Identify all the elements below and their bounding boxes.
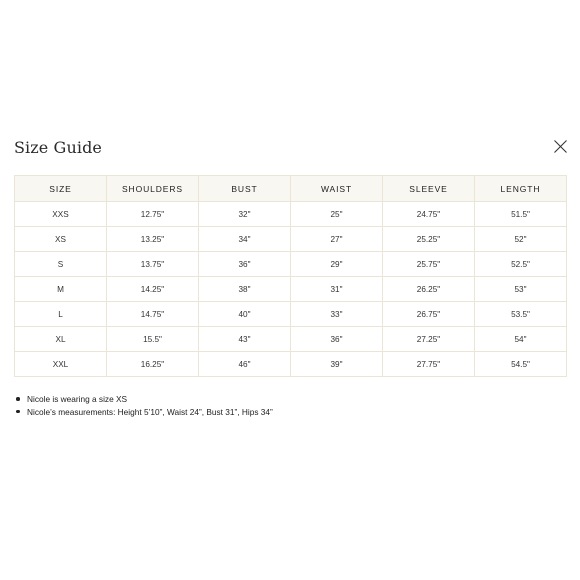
- close-icon-graphic: [554, 140, 567, 153]
- header-size: SIZE: [15, 176, 107, 202]
- cell-size: S: [15, 252, 107, 277]
- header-length: LENGTH: [475, 176, 567, 202]
- list-item: [14, 393, 273, 406]
- cell-waist: 27": [291, 227, 383, 252]
- bullet-icon: [16, 410, 20, 414]
- cell-waist: 25": [291, 202, 383, 227]
- cell-length: 54": [475, 327, 567, 352]
- cell-bust: 38": [199, 277, 291, 302]
- cell-shoulders: 16.25": [107, 352, 199, 377]
- close-icon[interactable]: [554, 140, 567, 153]
- table-row: [15, 352, 567, 377]
- table-row: [15, 227, 567, 252]
- cell-bust: 34": [199, 227, 291, 252]
- cell-shoulders: 14.75": [107, 302, 199, 327]
- table-row: [15, 252, 567, 277]
- cell-size: XXL: [15, 352, 107, 377]
- cell-sleeve: 25.25": [383, 227, 475, 252]
- cell-waist: 31": [291, 277, 383, 302]
- note-text: Nicole’s measurements: Height 5’10”, Waist 24”, Bust 31”, Hips 34”: [27, 406, 273, 417]
- cell-waist: 33": [291, 302, 383, 327]
- cell-sleeve: 26.75": [383, 302, 475, 327]
- size-table: [14, 175, 567, 377]
- list-item: [14, 406, 273, 419]
- cell-length: 54.5": [475, 352, 567, 377]
- cell-sleeve: 27.75": [383, 352, 475, 377]
- cell-shoulders: 13.75": [107, 252, 199, 277]
- note-text: Nicole is wearing a size XS: [27, 394, 128, 404]
- cell-length: 51.5": [475, 202, 567, 227]
- cell-sleeve: 25.75": [383, 252, 475, 277]
- cell-shoulders: 13.25": [107, 227, 199, 252]
- cell-waist: 29": [291, 252, 383, 277]
- table-header-row: [15, 176, 567, 202]
- cell-size: L: [15, 302, 107, 327]
- header-waist: WAIST: [291, 176, 383, 202]
- header-sleeve: SLEEVE: [383, 176, 475, 202]
- cell-sleeve: 26.25": [383, 277, 475, 302]
- cell-sleeve: 24.75": [383, 202, 475, 227]
- cell-bust: 43": [199, 327, 291, 352]
- cell-shoulders: 14.25": [107, 277, 199, 302]
- cell-bust: 46": [199, 352, 291, 377]
- cell-length: 52": [475, 227, 567, 252]
- table-row: [15, 202, 567, 227]
- cell-length: 53": [475, 277, 567, 302]
- cell-size: XS: [15, 227, 107, 252]
- cell-bust: 36": [199, 252, 291, 277]
- cell-size: XL: [15, 327, 107, 352]
- cell-length: 52.5": [475, 252, 567, 277]
- header-shoulders: SHOULDERS: [107, 176, 199, 202]
- cell-bust: 32": [199, 202, 291, 227]
- cell-length: 53.5": [475, 302, 567, 327]
- table-row: [15, 302, 567, 327]
- modal-title: Size Guide: [14, 138, 102, 157]
- table-row: [15, 277, 567, 302]
- cell-waist: 36": [291, 327, 383, 352]
- cell-bust: 40": [199, 302, 291, 327]
- header-bust: BUST: [199, 176, 291, 202]
- cell-shoulders: 15.5": [107, 327, 199, 352]
- cell-shoulders: 12.75": [107, 202, 199, 227]
- bullet-icon: [16, 397, 20, 401]
- cell-sleeve: 27.25": [383, 327, 475, 352]
- cell-waist: 39": [291, 352, 383, 377]
- cell-size: M: [15, 277, 107, 302]
- cell-size: XXS: [15, 202, 107, 227]
- table-row: [15, 327, 567, 352]
- model-notes: [14, 393, 273, 418]
